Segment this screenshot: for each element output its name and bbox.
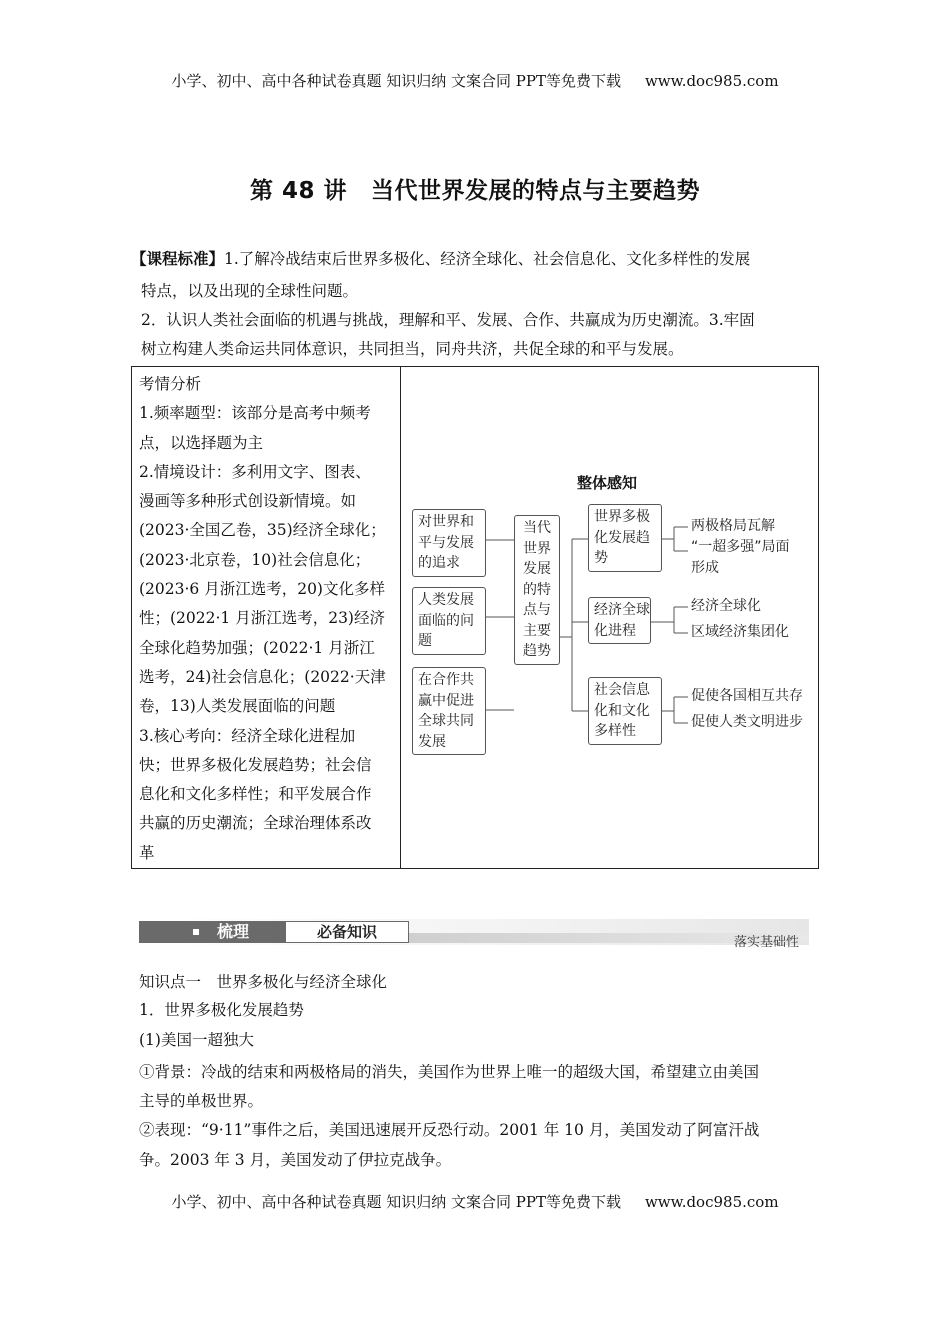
box-text: 点与 bbox=[523, 602, 551, 618]
page-title bbox=[0, 172, 950, 205]
analysis-line: 快；世界多极化发展趋势；社会信 bbox=[139, 755, 372, 774]
analysis-line: 全球化趋势加强；(2022·1 月浙江 bbox=[139, 638, 375, 657]
box-text: 的追求 bbox=[418, 555, 460, 571]
box-text: 化和文化 bbox=[594, 702, 650, 719]
analysis-line: 息化和文化多样性；和平发展合作 bbox=[139, 785, 372, 804]
connector bbox=[660, 697, 688, 723]
branch-box-1 bbox=[588, 504, 662, 572]
leaf-text: 两极格局瓦解 bbox=[691, 518, 775, 534]
page-footer bbox=[0, 1191, 950, 1212]
analysis-line: (2023·北京卷，10)社会信息化； bbox=[139, 550, 371, 569]
standard-line-1 bbox=[131, 248, 750, 270]
banner-right-text: 落实基础性 bbox=[733, 935, 799, 950]
section-banner bbox=[139, 919, 809, 949]
standard-text: 1.了解冷战结束后世界多极化、经济全球化、社会信息化、文化多样性的发展 bbox=[224, 250, 751, 268]
analysis-line: (2023·全国乙卷，35)经济全球化； bbox=[139, 521, 386, 540]
lecture-number: 第 48 讲 bbox=[249, 178, 348, 204]
left-box-3 bbox=[412, 667, 486, 755]
leaf-text: 经济全球化 bbox=[691, 598, 761, 614]
box-text: 化进程 bbox=[594, 622, 636, 639]
footer-text: 小学、初中、高中各种试卷真题 知识归纳 文案合同 PPT等免费下载 bbox=[171, 1193, 621, 1211]
analysis-line: 漫画等多种形式创设新情境。如 bbox=[139, 492, 357, 511]
box-text: 世界多极 bbox=[594, 509, 650, 525]
analysis-line: 性；(2022·1 月浙江选考，23)经济 bbox=[139, 609, 385, 628]
body-line: 1．世界多极化发展趋势 bbox=[139, 1001, 304, 1019]
left-box-2 bbox=[412, 587, 486, 655]
box-text: 社会信息 bbox=[594, 682, 650, 698]
box-text: 当代 bbox=[523, 520, 551, 536]
body-line: 争。2003 年 3 月，美国发动了伊拉克战争。 bbox=[139, 1151, 452, 1169]
analysis-line: 点，以选择题为主 bbox=[139, 433, 264, 452]
analysis-line: 1.频率题型：该部分是高考中频考 bbox=[139, 404, 371, 423]
banner-tag-text: 梳理 bbox=[217, 922, 250, 941]
box-text: 赢中促进 bbox=[418, 692, 474, 709]
box-text: 发展 bbox=[523, 561, 551, 577]
box-text: 化发展趋 bbox=[594, 529, 650, 546]
left-box-1 bbox=[412, 509, 486, 577]
mind-map bbox=[402, 367, 816, 867]
branch-box-3 bbox=[588, 677, 662, 745]
analysis-line: 2.情境设计：多利用文字、图表、 bbox=[139, 462, 371, 481]
branch-box-2 bbox=[588, 597, 651, 644]
box-text: 多样性 bbox=[594, 723, 636, 739]
page-header bbox=[0, 70, 950, 91]
analysis-line: (2023·6 月浙江选考，20)文化多样 bbox=[139, 580, 385, 599]
box-text: 发展 bbox=[418, 733, 446, 750]
analysis-line: 革 bbox=[139, 843, 155, 862]
body-line: ②表现：“9·11”事件之后，美国迅速展开反恐行动。2001 年 10 月，美国发动了阿富汗战 bbox=[139, 1121, 760, 1139]
box-text: 的特 bbox=[523, 581, 551, 598]
analysis-heading: 考情分析 bbox=[139, 375, 202, 393]
box-text: 题 bbox=[418, 633, 432, 649]
center-box bbox=[514, 515, 560, 665]
box-text: 经济全球 bbox=[594, 602, 650, 618]
square-bullet-icon bbox=[193, 929, 199, 935]
header-url[interactable]: www.doc985.com bbox=[644, 72, 779, 90]
banner-tag bbox=[139, 921, 285, 943]
box-text: 面临的问 bbox=[418, 612, 474, 629]
table-divider bbox=[400, 367, 401, 868]
standard-label: 【课程标准】 bbox=[131, 250, 225, 268]
leaf-text: 形成 bbox=[691, 560, 719, 576]
analysis-line: 卷，13)人类发展面临的问题 bbox=[139, 697, 336, 716]
box-text: 势 bbox=[594, 550, 608, 566]
box-text: 在合作共 bbox=[418, 672, 474, 688]
box-text: 趋势 bbox=[523, 643, 551, 659]
body-line: 主导的单极世界。 bbox=[139, 1092, 264, 1110]
standard-line-3: 2．认识人类社会面临的机遇与挑战，理解和平、发展、合作、共赢成为历史潮流。3.牢固 bbox=[141, 311, 755, 329]
analysis-column bbox=[139, 370, 397, 868]
leaf-text: 促使人类文明进步 bbox=[691, 714, 803, 730]
standard-line-4: 树立构建人类命运共同体意识，共同担当，同舟共济，共促全球的和平与发展。 bbox=[141, 340, 684, 358]
body-line: (1)美国一超独大 bbox=[139, 1031, 254, 1049]
connector bbox=[660, 527, 688, 551]
leaf-text: “一超多强”局面 bbox=[691, 539, 790, 555]
knowledge-point-title: 知识点一 世界多极化与经济全球化 bbox=[139, 973, 388, 991]
analysis-line: 共赢的历史潮流；全球治理体系改 bbox=[139, 814, 372, 833]
box-text: 全球共同 bbox=[418, 713, 474, 729]
footer-url[interactable]: www.doc985.com bbox=[644, 1193, 779, 1211]
overview-table bbox=[131, 366, 819, 869]
analysis-line: 选考，24)社会信息化；(2022·天津 bbox=[139, 667, 386, 686]
box-text: 平与发展 bbox=[418, 534, 474, 551]
lecture-topic: 当代世界发展的特点与主要趋势 bbox=[371, 178, 701, 204]
box-text: 人类发展 bbox=[418, 592, 474, 608]
banner-subtitle: 必备知识 bbox=[285, 921, 409, 943]
box-text: 对世界和 bbox=[418, 514, 474, 530]
body-line: ①背景：冷战的结束和两极格局的消失，美国作为世界上唯一的超级大国，希望建立由美国 bbox=[139, 1063, 760, 1081]
standard-line-2: 特点，以及出现的全球性问题。 bbox=[141, 282, 359, 300]
connector bbox=[649, 607, 688, 633]
mind-map-title: 整体感知 bbox=[577, 474, 638, 492]
leaf-text: 促使各国相互共存 bbox=[691, 688, 803, 704]
box-text: 主要 bbox=[523, 622, 551, 639]
analysis-line: 3.核心考向：经济全球化进程加 bbox=[139, 726, 356, 745]
box-text: 世界 bbox=[523, 540, 551, 557]
header-text: 小学、初中、高中各种试卷真题 知识归纳 文案合同 PPT等免费下载 bbox=[171, 72, 621, 90]
leaf-text: 区域经济集团化 bbox=[691, 624, 789, 640]
